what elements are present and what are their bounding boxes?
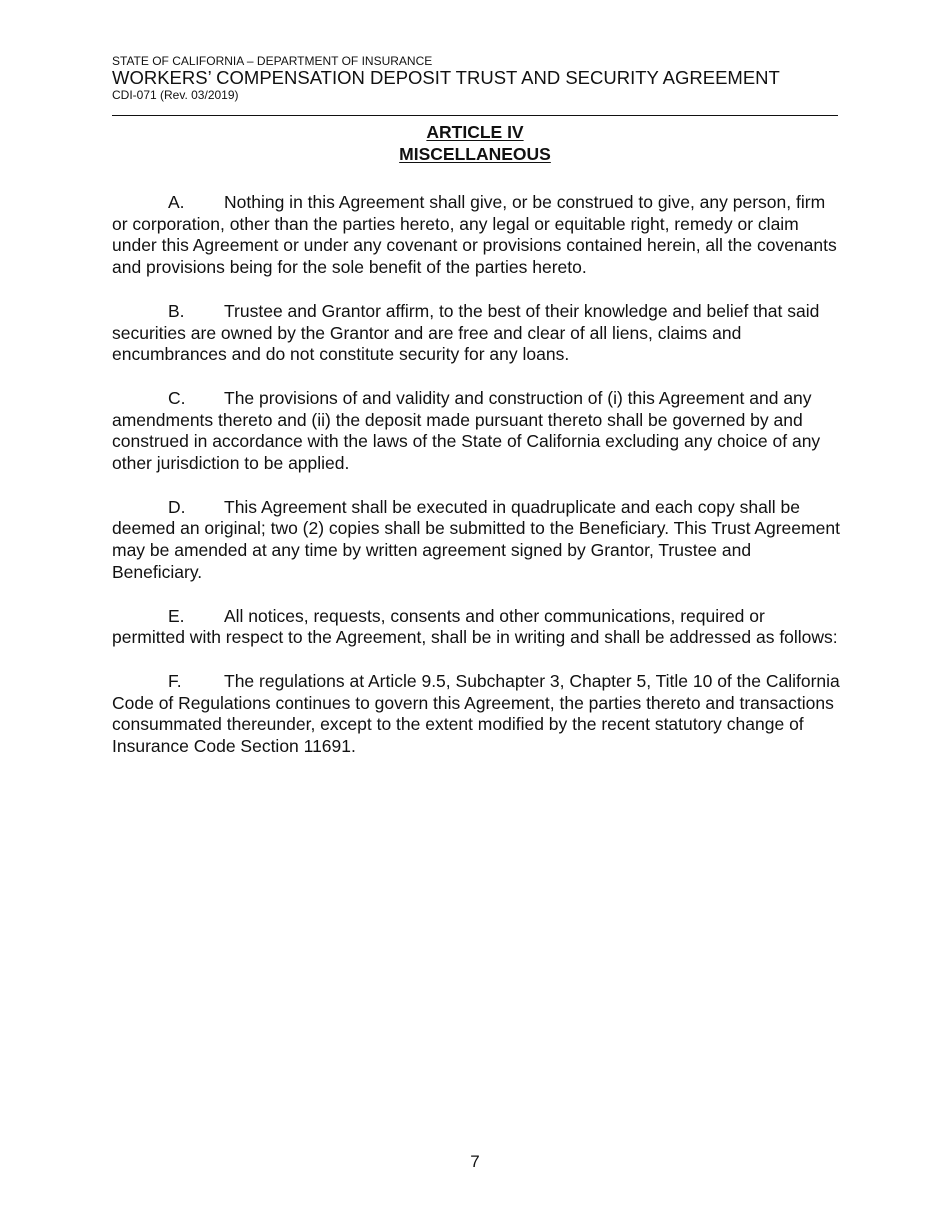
article-title: MISCELLANEOUS [399, 144, 551, 164]
paragraph-letter: F. [168, 670, 182, 691]
paragraph-e [112, 606, 842, 649]
paragraph-letter: B. [168, 300, 185, 321]
paragraph-text: Trustee and Grantor affirm, to the best of their knowledge and belief that said securities are owned by the Grantor and are free and clear of all liens, claims and encumbrances and do not constitute security for any loans. [112, 300, 820, 365]
form-title: WORKERS’ COMPENSATION DEPOSIT TRUST AND SECURITY AGREEMENT [112, 67, 780, 88]
paragraph-letter: C. [168, 387, 186, 408]
paragraph-f [112, 671, 842, 758]
page-number: 7 [470, 1152, 480, 1171]
form-number: CDI-071 (Rev. 03/2019) [112, 88, 239, 102]
form-header [112, 54, 838, 103]
paragraph-text: The regulations at Article 9.5, Subchapter 3, Chapter 5, Title 10 of the California Code of Regulations continues to govern this Agreement, the parties thereto and transactions consummated thereunder, except to the extent modified by the recent statutory change of Insurance Code Section 11691. [112, 670, 840, 757]
paragraph-c [112, 388, 842, 475]
article-heading [112, 121, 838, 165]
article-body [112, 192, 842, 780]
paragraph-text: Nothing in this Agreement shall give, or be construed to give, any person, firm or corporation, other than the parties hereto, any legal or equitable right, remedy or claim under this Agreement or under any covenant or provisions contained herein, all the covenants and provisions being for the sole benefit of the parties hereto. [112, 192, 837, 278]
paragraph-text: The provisions of and validity and construction of (i) this Agreement and any amendments thereto and (ii) the deposit made pursuant thereto shall be governed by and construed in accordance with the laws of the State of California excluding any choice of any other jurisdiction to be applied. [112, 387, 821, 474]
paragraph-letter: D. [168, 496, 186, 517]
agency-name: STATE OF CALIFORNIA – DEPARTMENT OF INSURANCE [112, 54, 433, 68]
paragraph-letter: A. [168, 192, 185, 212]
paragraph-text: All notices, requests, consents and other communications, required or permitted with respect to the Agreement, shall be in writing and shall be addressed as follows: [112, 605, 838, 648]
header-divider [112, 115, 838, 116]
paragraph-d [112, 497, 842, 584]
paragraph-a [112, 192, 842, 279]
article-number: ARTICLE IV [426, 122, 524, 142]
paragraph-text: This Agreement shall be executed in quadruplicate and each copy shall be deemed an original; two (2) copies shall be submitted to the Beneficiary. This Trust Agreement may be amended at any time by written agreement signed by Grantor, Trustee and Beneficiary. [112, 496, 840, 582]
paragraph-letter: E. [168, 605, 185, 626]
paragraph-b [112, 301, 842, 366]
